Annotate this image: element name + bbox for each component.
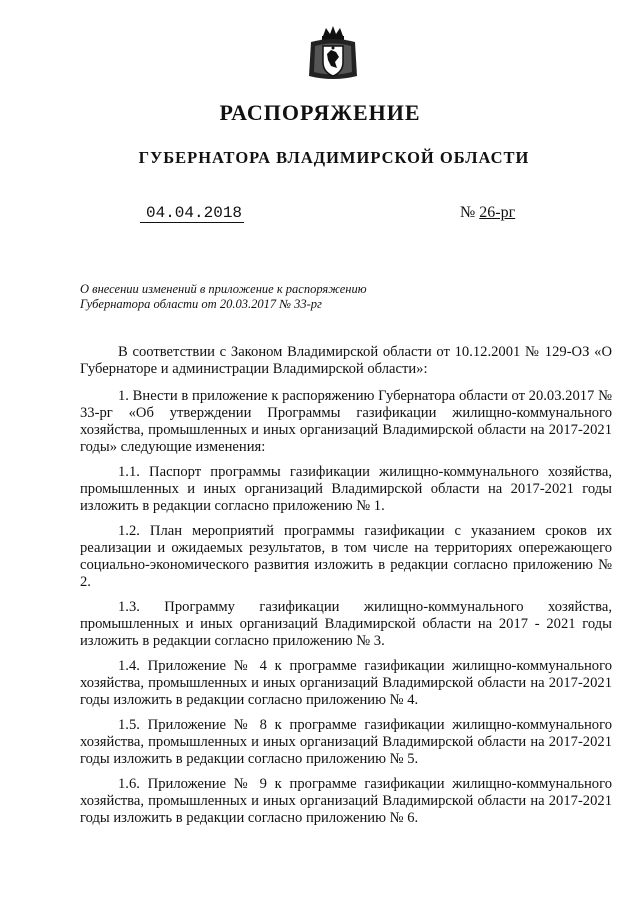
- document-date: 04.04.2018: [140, 204, 244, 223]
- document-title: РАСПОРЯЖЕНИЕ: [219, 100, 421, 125]
- paragraph-item-1-3: 1.3. Программу газификации жилищно-коммунального хозяйства, промышленных и иных организаций Владимирской области на 2017 - 2021 годы изложить в редакции согласно приложению № 3.: [80, 599, 612, 649]
- paragraph-preamble: В соответствии с Законом Владимирской области от 10.12.2001 № 129-ОЗ «О Губернаторе и администрации Владимирской области»:: [80, 344, 612, 377]
- paragraph-item-1-2: 1.2. План мероприятий программы газификации с указанием сроков их реализации и ожидаемых результатов, в том числе на территориях опережающего социально-экономического развития изложить в редакции согласно приложению № 2.: [80, 523, 612, 590]
- document-issuer: ГУБЕРНАТОРА ВЛАДИМИРСКОЙ ОБЛАСТИ: [138, 148, 530, 167]
- paragraph-item-1-1: 1.1. Паспорт программы газификации жилищно-коммунального хозяйства, промышленных и иных организаций Владимирской области на 2017-2021 годы изложить в редакции согласно приложению № 1.: [80, 464, 612, 514]
- document-subject: О внесении изменений в приложение к распоряжению Губернатора области от 20.03.2017 № 33-рг: [80, 282, 367, 311]
- paragraph-item-1-4: 1.4. Приложение № 4 к программе газификации жилищно-коммунального хозяйства, промышленных и иных организаций Владимирской области на 2017-2021 годы изложить в редакции согласно приложению № 4.: [80, 658, 612, 708]
- paragraph-item-1-5: 1.5. Приложение № 8 к программе газификации жилищно-коммунального хозяйства, промышленных и иных организаций Владимирской области на 2017-2021 годы изложить в редакции согласно приложению № 5.: [80, 717, 612, 767]
- document-number: [460, 204, 515, 222]
- coat-of-arms-icon: [303, 24, 363, 84]
- number-value: 26-рг: [479, 204, 516, 221]
- document-body: [80, 344, 612, 835]
- paragraph-item-1-6: 1.6. Приложение № 9 к программе газификации жилищно-коммунального хозяйства, промышленных и иных организаций Владимирской области на 2017-2021 годы изложить в редакции согласно приложению № 6.: [80, 776, 612, 826]
- paragraph-item-1: 1. Внести в приложение к распоряжению Губернатора области от 20.03.2017 № 33-рг «Об утверждении Программы газификации жилищно-коммунального хозяйства, промышленных и иных организаций Владимирской области на 2017-2021 годы» следующие изменения:: [80, 388, 612, 455]
- number-prefix: №: [460, 204, 476, 221]
